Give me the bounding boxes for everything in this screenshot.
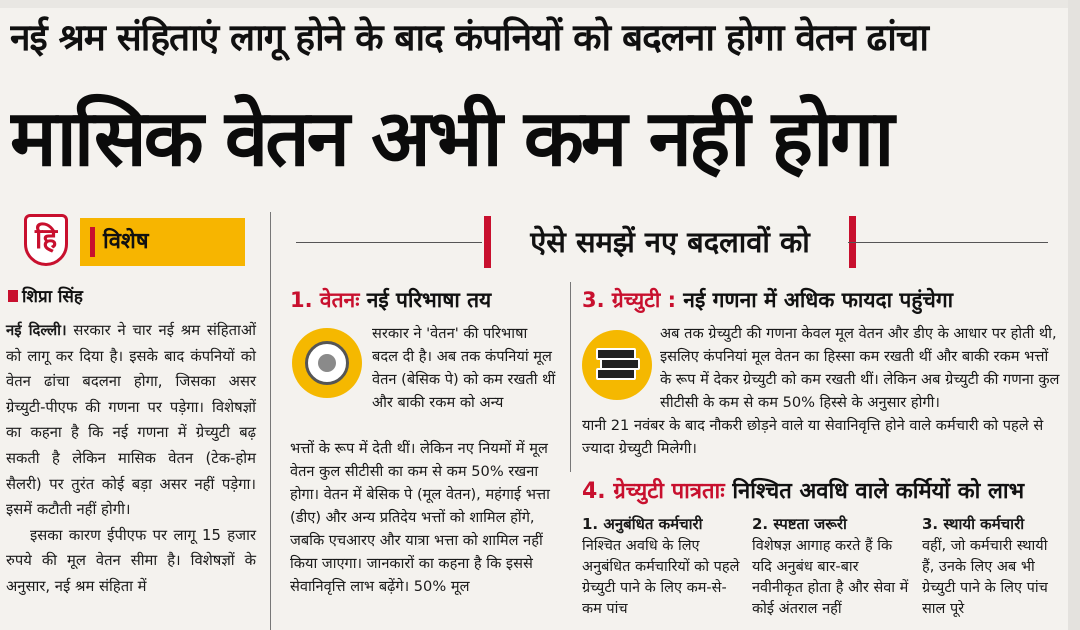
headline-main: मासिक वेतन अभी कम नहीं होगा bbox=[10, 94, 892, 184]
sec3-body: यानी 21 नवंबर के बाद नौकरी छोड़ने वाले या सेवानिवृत्ति होने वाले कर्मचारी को पहले से ज्यादा ग्रेच्युटी मिलेगी। bbox=[582, 417, 1044, 457]
headline-kicker: नई श्रम संहिताएं लागू होने के बाद कंपनियों को बदलना होगा वेतन ढांचा bbox=[10, 16, 928, 59]
sec3-heading bbox=[582, 286, 953, 314]
sec4-subcol-1 bbox=[582, 512, 742, 620]
top-margin bbox=[0, 0, 1080, 8]
section-tag bbox=[80, 218, 245, 266]
sec4-number: 4. ग्रेच्युटी पात्रताः bbox=[582, 479, 725, 504]
column-divider-2 bbox=[570, 282, 571, 472]
sub3-title: 3. स्थायी कर्मचारी bbox=[922, 515, 1025, 533]
explainer-banner: ऐसे समझें नए बदलावों को bbox=[484, 216, 856, 268]
byline-marker bbox=[8, 290, 18, 302]
sec4-title: निश्चित अवधि वाले कर्मियों को लाभ bbox=[724, 479, 1025, 504]
note-3 bbox=[596, 368, 636, 380]
sub1-title: 1. अनुबंधित कर्मचारी bbox=[582, 515, 703, 533]
column-divider-1 bbox=[270, 212, 271, 630]
article-column-1 bbox=[6, 318, 256, 600]
sec3-number: 3. ग्रेच्युटी : bbox=[582, 288, 676, 312]
sec3-title: नई गणना में अधिक फायदा पहुंचेगा bbox=[675, 288, 954, 312]
tag-accent-bar bbox=[90, 227, 95, 257]
coin-face bbox=[305, 341, 349, 385]
sub1-body: निश्चित अवधि के लिए अनुबंधित कर्मचारियों को पहले ग्रेच्युटी पाने के लिए कम-से-कम पांच bbox=[582, 538, 740, 617]
banner-rule-left bbox=[296, 242, 482, 243]
sec1-body: भत्तों के रूप में देती थीं। लेकिन नए नियमों में मूल वेतन कुल सीटीसी का कम से कम 50% रखना होगा। वेतन में बेसिक पे (मूल वेतन), महंगाई भत्ता (डीए) और अन्य प्रतिदेय भत्तों को शामिल होंगे, जबकि एचआरए और यात्रा भत्ता को शामिल नहीं किया जाएगा। जानकारों का कहना है कि इससे सेवानिवृत्ति लाभ बढ़ेंगे। 50% मूल bbox=[290, 440, 550, 595]
sec4-heading bbox=[582, 478, 1024, 506]
sub2-title: 2. स्पष्टता जरूरी bbox=[752, 515, 847, 533]
sec3-body-wrap: अब तक ग्रेच्युटी की गणना केवल मूल वेतन और डीए के आधार पर होती थी, इसलिए कंपनियां मूल वेतन का हिस्सा कम रखती थीं और बाकी रकम भत्तों के रूप में देकर ग्रेच्युटी को कम रखती थीं। लेकिन अब ग्रेच्युटी की गणना कुल सीटीसी के कम से कम 50% हिस्से के अनुसार होगी। bbox=[660, 325, 1060, 411]
hindustan-logo-icon: हि bbox=[24, 214, 68, 266]
money-stack-graphic bbox=[596, 348, 638, 382]
coin-icon bbox=[292, 328, 362, 398]
money-stack-icon bbox=[582, 330, 652, 400]
page-edge bbox=[1068, 0, 1080, 630]
article-para-1 bbox=[6, 318, 256, 523]
byline bbox=[8, 284, 83, 307]
sec1-body-wrap: सरकार ने 'वेतन' की परिभाषा बदल दी है। अब तक कंपनियां मूल वेतन (बेसिक पे) को कम रखती थीं और बाकी रकम को अन्य bbox=[372, 325, 556, 411]
sec4-subcol-3 bbox=[922, 512, 1062, 620]
sec1-number: 1. वेतनः bbox=[290, 288, 360, 312]
byline-name: शिप्रा सिंह bbox=[22, 287, 83, 307]
para1-text: सरकार ने चार नई श्रम संहिताओं को लागू कर दिया है। इसके बाद कंपनियों को वेतन ढांचा बदलना होगा, जिसका असर ग्रेच्युटी-पीएफ की गणना पर पड़ेगा। विशेषज्ञों का कहना है कि नई गणना में ग्रेच्युटी बढ़ सकती है लेकिन मासिक वेतन (टेक-होम सैलरी) पर तुरंत कोई बड़ा असर नहीं पड़ेगा। इसमें कटौती नहीं होगी। bbox=[6, 322, 256, 519]
dateline: नई दिल्ली। bbox=[6, 322, 67, 339]
sec4-subcol-2 bbox=[752, 512, 912, 620]
sub2-body: विशेषज्ञ आगाह करते हैं कि यदि अनुबंध बार-बार नवीनीकृत होता है और सेवा में कोई अंतराल नहीं bbox=[752, 538, 909, 617]
article-para-2: इसका कारण ईपीएफ पर लागू 15 हजार रुपये की मूल वेतन सीमा है। विशेषज्ञों के अनुसार, नई श्रम संहिता में bbox=[6, 526, 256, 595]
banner-rule-right bbox=[848, 242, 1048, 243]
sub3-body: वहीं, जो कर्मचारी स्थायी हैं, उनके लिए अब भी ग्रेच्युटी पाने के लिए पांच साल पूरे bbox=[922, 538, 1048, 617]
section-tag-label: विशेष bbox=[103, 229, 149, 254]
sec1-heading bbox=[290, 286, 491, 314]
sec1-title: नई परिभाषा तय bbox=[359, 288, 492, 312]
